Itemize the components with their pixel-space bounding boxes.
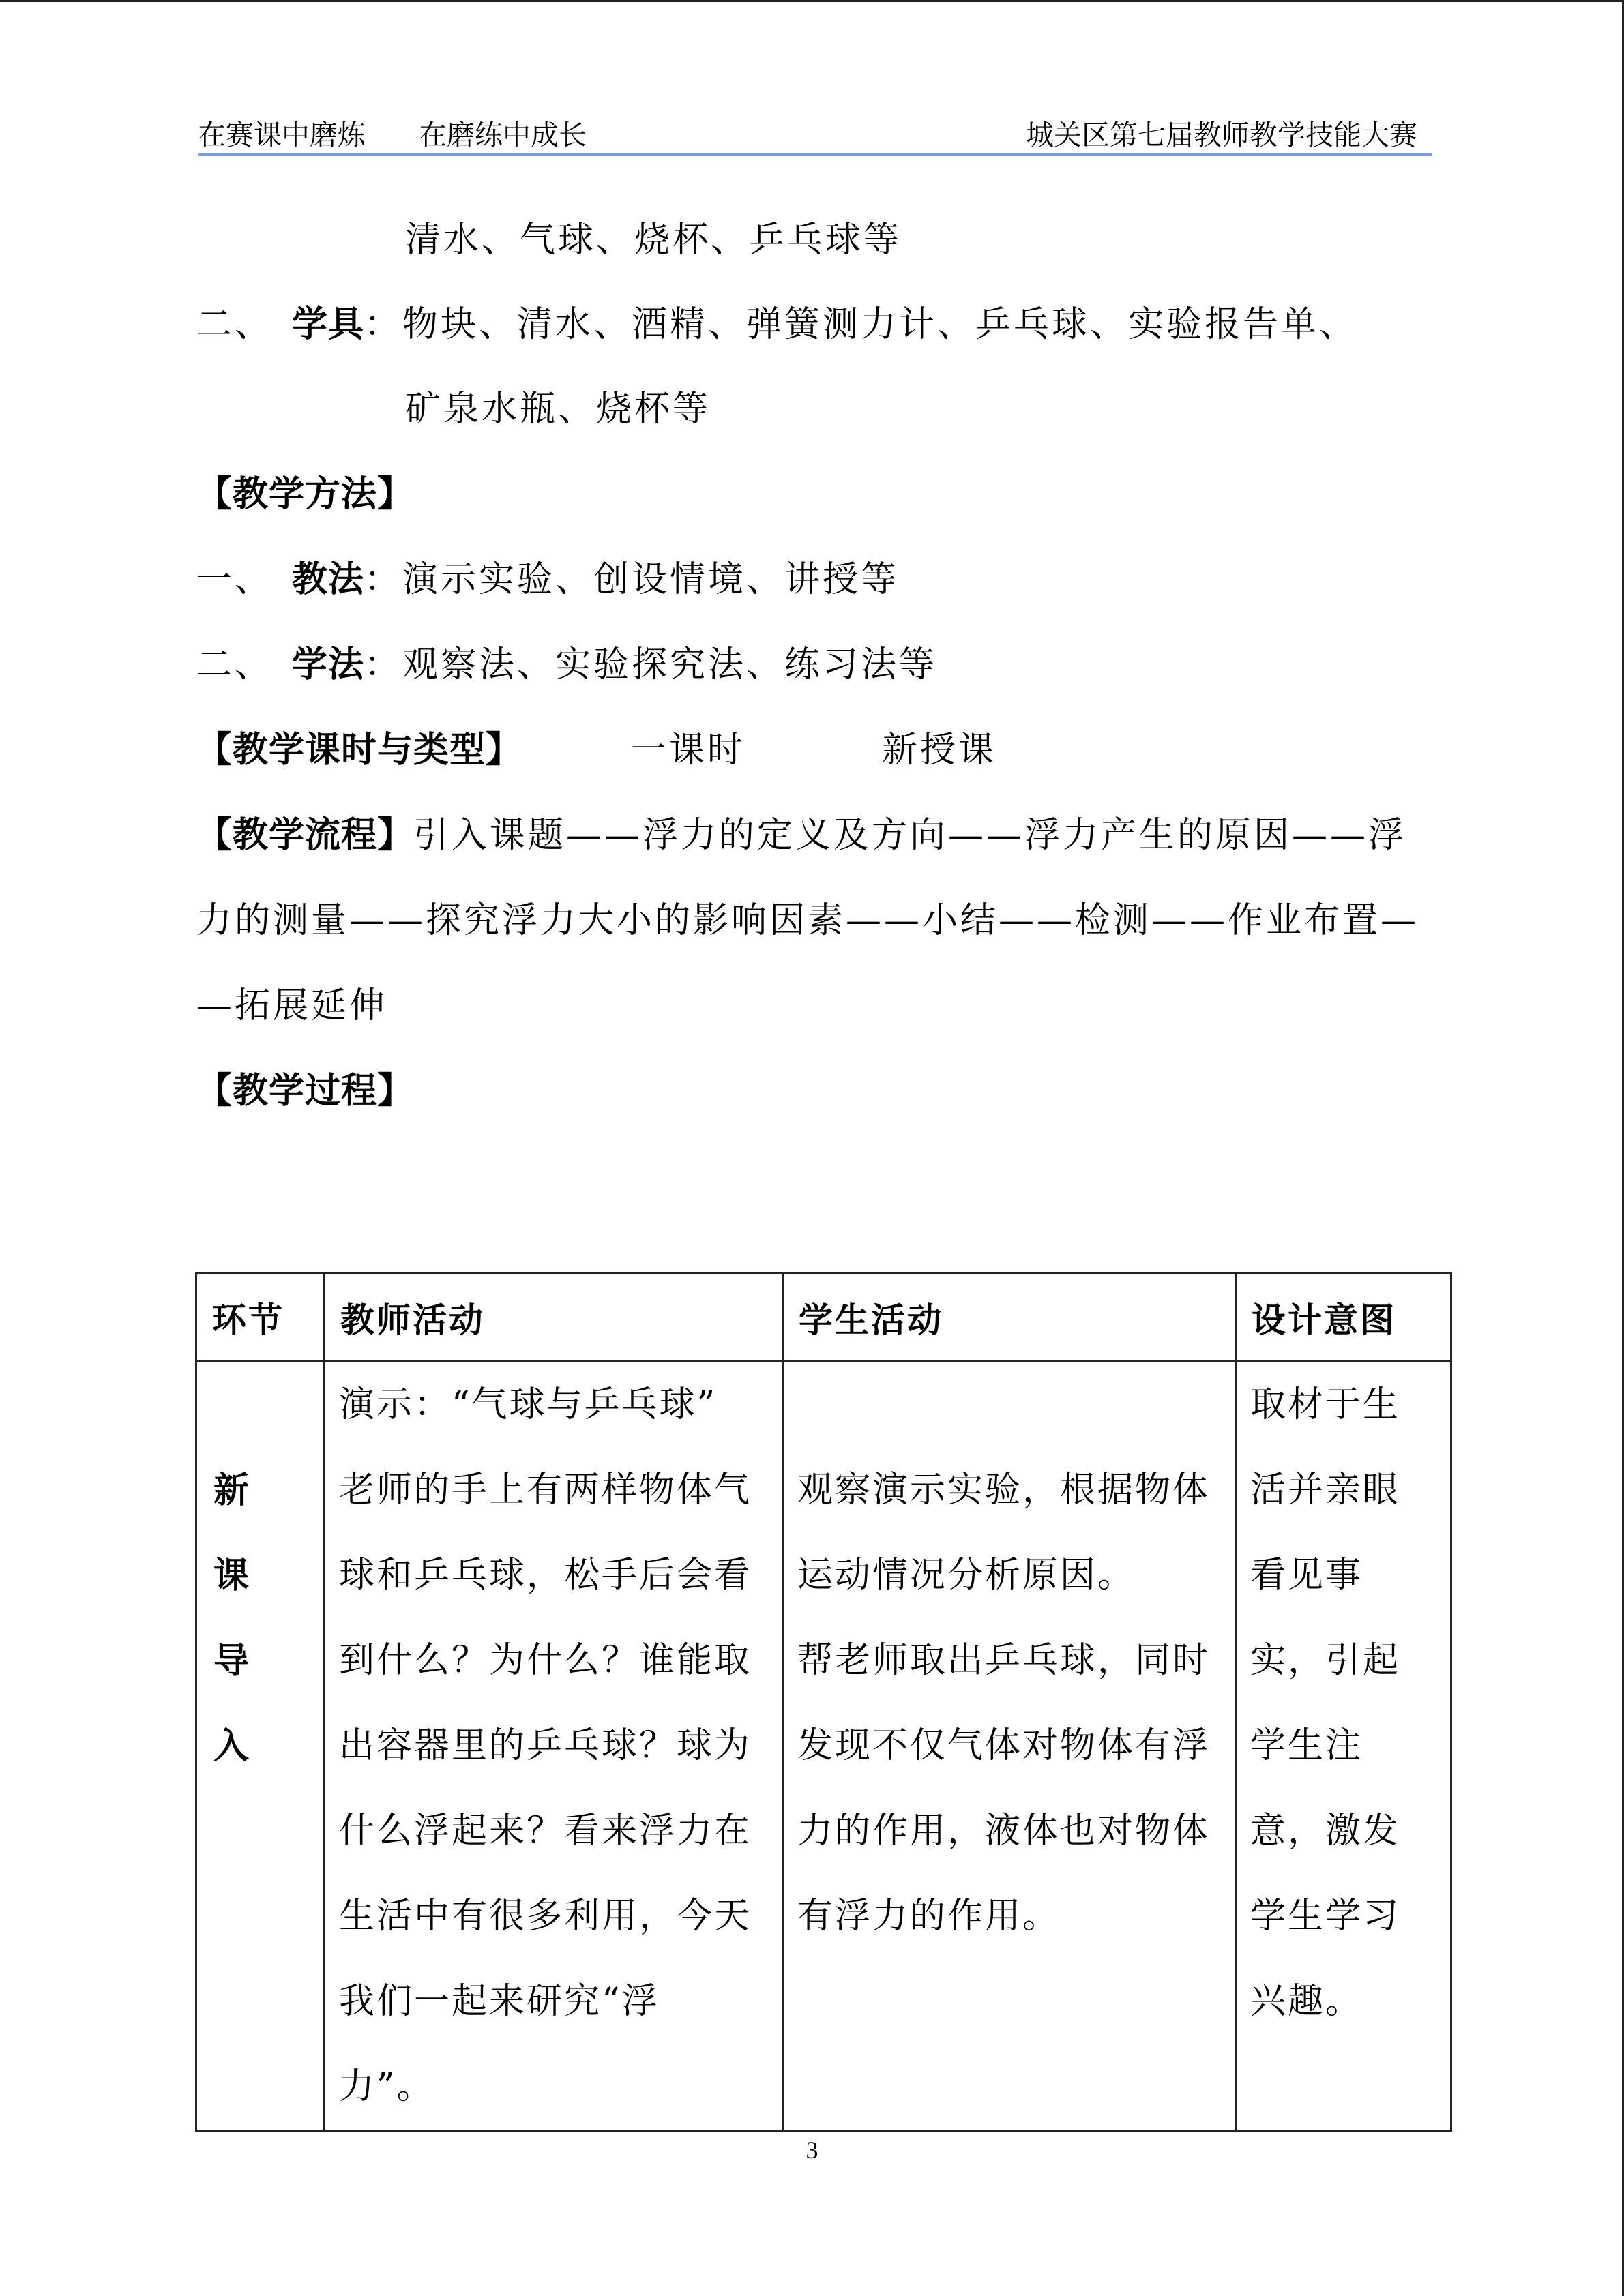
method-1-label: 教法 [292,558,365,600]
student-line: 力的作用，液体也对物体 [797,1810,1211,1851]
intent-line: 学生学习 [1250,1896,1401,1937]
teacher-line: 到什么？为什么？谁能取 [339,1640,752,1681]
method-1-number: 一、 [196,559,274,600]
header-student: 学生活动 [783,1274,1236,1362]
method-1-text: ：演示实验、创设情境、讲授等 [364,559,900,600]
intent-line: 实，引起 [1250,1640,1401,1681]
process-heading: 【教学过程】 [196,1070,414,1112]
table-header-row [196,1274,1451,1362]
header-motto-2: 在磨练中成长 [419,119,587,151]
flow-line-1 [196,808,1406,863]
method-2-line [196,638,937,692]
teacher-line: 力”。 [339,2066,434,2107]
student-activity-cell [783,1362,1236,2131]
teacher-activity-cell [325,1362,783,2131]
student-line: 运动情况分析原因。 [797,1555,1136,1596]
teacher-line: 出容器里的乒乓球？球为 [339,1725,752,1766]
flow-line-2: 力的测量——探究浮力大小的影响因素——小结——检测——作业布置— [196,900,1419,941]
stage-char: 导 [213,1640,250,1682]
stage-char: 入 [213,1725,250,1767]
header-intent: 设计意图 [1236,1274,1451,1362]
header-stage: 环节 [196,1274,325,1362]
intent-line: 兴趣。 [1250,1981,1363,2022]
method-1-line [196,552,899,607]
table-row [196,1362,1451,2131]
teacher-line: 球和乒乓球，松手后会看 [339,1555,752,1596]
period-line [196,723,996,777]
page-number: 3 [806,2136,818,2164]
flow-heading: 【教学流程】 [196,814,414,856]
design-intent-cell [1236,1362,1451,2131]
student-line: 有浮力的作用。 [797,1896,1061,1937]
student-line: 观察演示实验，根据物体 [797,1470,1211,1510]
header-right: 城关区第七届教师教学技能大赛 [1026,119,1417,151]
intent-line: 取材于生 [1250,1384,1401,1425]
header-left [198,115,587,155]
period-value: 一课时 [631,730,746,771]
flow-line-3: —拓展延伸 [196,985,388,1026]
teacher-line: 演示：“气球与乒乓球” [339,1384,718,1425]
stage-char: 新 [213,1470,250,1511]
stage-cell [196,1362,325,2131]
item-2-text: ：物块、清水、酒精、弹簧测力计、乒乓球、实验报告单、 [364,304,1358,345]
flow-text-1: 引入课题——浮力的定义及方向——浮力产生的原因——浮 [413,815,1407,856]
intent-line: 看见事 [1250,1555,1363,1596]
method-heading: 【教学方法】 [196,473,414,515]
stage-char: 课 [213,1555,250,1596]
materials-continuation: 清水、气球、烧杯、乒乓球等 [405,220,902,260]
student-line: 帮老师取出乒乓球，同时 [797,1640,1211,1681]
header-rule [198,153,1432,156]
page-border-top [0,0,1624,2]
teacher-line: 生活中有很多利用，今天 [339,1896,752,1937]
method-2-number: 二、 [196,644,274,685]
item-2-line [196,297,1357,352]
header-teacher: 教师活动 [325,1274,783,1362]
period-heading: 【教学课时与类型】 [196,729,522,771]
item-2-continuation: 矿泉水瓶、烧杯等 [405,389,711,430]
method-2-text: ：观察法、实验探究法、练习法等 [364,644,938,685]
intent-line: 学生注 [1250,1725,1363,1766]
intent-line: 活并亲眼 [1250,1470,1401,1510]
item-2-label: 学具 [292,303,365,345]
student-line: 发现不仅气体对物体有浮 [797,1725,1211,1766]
teacher-line: 我们一起来研究“浮 [339,1981,660,2022]
teacher-line: 什么浮起来？看来浮力在 [339,1810,752,1851]
teacher-line: 老师的手上有两样物体气 [339,1470,752,1510]
period-type: 新授课 [882,730,997,771]
intent-line: 意，激发 [1250,1810,1401,1851]
lesson-table [195,1272,1452,2132]
item-2-number: 二、 [196,304,274,345]
method-2-label: 学法 [292,644,365,685]
header-motto-1: 在赛课中磨炼 [198,119,366,151]
